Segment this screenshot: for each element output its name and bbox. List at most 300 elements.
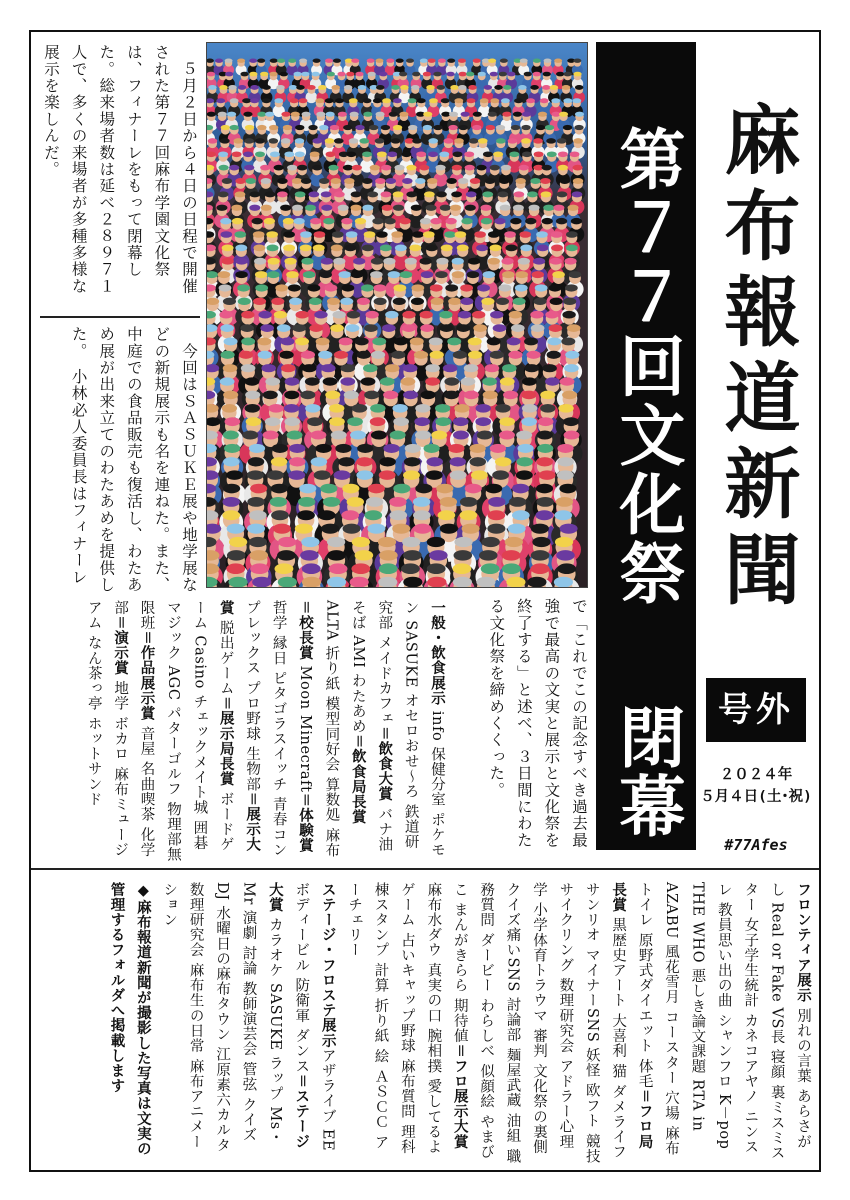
crowd-hair — [495, 457, 512, 466]
crowd-hair — [269, 125, 278, 130]
crowd-hair — [490, 444, 506, 453]
crowd-hair — [268, 138, 278, 143]
crowd-hair — [269, 72, 277, 77]
crowd-hair — [344, 391, 359, 400]
crowd-hair — [318, 510, 336, 520]
crowd-hair — [303, 271, 316, 278]
crowd-hair — [428, 58, 436, 62]
crowd-hair — [262, 85, 271, 90]
crowd-hair — [295, 125, 304, 130]
crowd-hair — [436, 258, 448, 265]
crowd-hair — [335, 444, 351, 453]
crowd-hair — [265, 417, 281, 426]
crowd-hair — [287, 165, 297, 171]
crowd-hair — [449, 112, 458, 117]
crowd-hair — [379, 563, 398, 574]
crowd-hair — [454, 138, 464, 143]
crowd-hair — [309, 324, 323, 332]
crowd-hair — [496, 125, 505, 130]
crowd-hair — [498, 284, 511, 291]
crowd-hair — [310, 218, 321, 224]
crowd-hair — [382, 324, 396, 332]
crowd-hair — [427, 178, 438, 184]
crowd-hair — [567, 324, 581, 332]
crowd-hair — [536, 125, 545, 130]
crowd-hair — [415, 404, 430, 413]
crowd-hair — [448, 444, 464, 453]
crowd-hair — [223, 391, 238, 400]
crowd-hair — [393, 284, 406, 291]
crowd-hair — [530, 85, 539, 90]
headline-box — [596, 42, 696, 850]
crowd-hair — [402, 537, 420, 547]
awards-lower-head: フロンティア展示 — [795, 882, 812, 1003]
crowd-hair — [403, 391, 418, 400]
crowd-hair — [261, 205, 272, 211]
crowd-hair — [445, 218, 456, 224]
crowd-hair — [507, 338, 521, 346]
crowd-hair — [329, 417, 345, 426]
crowd-hair — [551, 98, 560, 103]
crowd-hair — [339, 338, 353, 346]
crowd-hair — [477, 431, 493, 440]
crowd-hair — [300, 550, 319, 560]
crowd-hair — [562, 85, 571, 90]
crowd-hair — [280, 205, 291, 211]
crowd-hair — [446, 178, 457, 184]
crowd-hair — [430, 351, 444, 359]
crowd-hair — [325, 391, 340, 400]
awards-text: アザライブ EE ボディービル 防衛軍 ダンス — [293, 882, 336, 1152]
crowd-hair — [436, 191, 447, 197]
crowd-hair — [473, 112, 482, 117]
crowd-hair — [423, 125, 432, 130]
crowd-hair — [270, 151, 280, 157]
crowd-hair — [444, 138, 454, 143]
crowd-hair — [327, 550, 346, 560]
crowd-hair — [313, 244, 325, 251]
crowd-hair — [372, 338, 386, 346]
crowd-hair — [403, 364, 418, 372]
crowd-hair — [311, 457, 328, 466]
crowd-hair — [272, 444, 288, 453]
crowd-hair — [265, 377, 280, 385]
crowd-hair — [240, 324, 254, 332]
crowd-hair — [509, 151, 519, 157]
crowd-hair — [279, 351, 293, 359]
crowd-hair — [513, 205, 524, 211]
crowd-hair — [573, 178, 584, 184]
crowd-hair — [468, 338, 482, 346]
crowd-hair — [350, 431, 366, 440]
crowd-hair — [552, 271, 565, 278]
crowd-hair — [481, 298, 494, 305]
crowd-hair — [289, 85, 298, 90]
crowd-hair — [333, 258, 345, 265]
crowd-hair — [556, 72, 564, 77]
crowd-hair — [406, 58, 414, 62]
crowd-hair — [392, 404, 407, 413]
crowd-hair — [206, 58, 214, 62]
crowd-hair — [510, 218, 521, 224]
crowd-hair — [229, 577, 248, 588]
crowd-hair — [502, 563, 521, 574]
crowd-hair — [450, 470, 467, 479]
crowd-hair — [534, 151, 544, 157]
crowd-hair — [387, 151, 397, 157]
crowd-hair — [257, 125, 266, 130]
awards-text: ボードゲーム Casino チェックメイト城 囲碁 マジック AGC パターゴルフ 物理部無限班 — [138, 600, 234, 862]
crowd-hair — [499, 431, 515, 440]
crowd-hair — [249, 444, 265, 453]
crowd-hair — [249, 58, 257, 62]
crowd-hair — [550, 298, 563, 305]
crowd-hair — [254, 258, 266, 265]
crowd-hair — [402, 324, 416, 332]
crowd-hair — [460, 510, 478, 520]
crowd-hair — [321, 205, 332, 211]
crowd-hair — [537, 244, 549, 251]
crowd-hair — [452, 165, 462, 171]
crowd-hair — [516, 431, 532, 440]
crowd-hair — [267, 258, 279, 265]
crowd-hair — [382, 98, 391, 103]
crowd-hair — [260, 165, 270, 171]
crowd-hair — [500, 377, 515, 385]
crowd-hair — [458, 311, 471, 319]
crowd-hair — [456, 324, 470, 332]
crowd-hair — [531, 550, 550, 560]
crowd-hair — [277, 324, 291, 332]
crowd-hair — [327, 537, 345, 547]
crowd-hair — [393, 205, 404, 211]
issue-date-year: ２０２４年 — [719, 767, 793, 783]
crowd-hair — [452, 271, 465, 278]
awards-text: Moon Minecraft — [296, 660, 313, 793]
crowd-hair — [283, 244, 295, 251]
crowd-hair — [543, 72, 551, 77]
crowd-hair — [448, 298, 461, 305]
crowd-hair — [545, 377, 560, 385]
crowd-hair — [507, 72, 515, 77]
crowd-hair — [278, 577, 297, 588]
crowd-hair — [411, 205, 422, 211]
crowd-hair — [435, 165, 445, 171]
crowd-hair — [379, 470, 396, 479]
crowd-hair — [275, 563, 294, 574]
crowd-hair — [460, 497, 477, 507]
crowd-hair — [466, 72, 474, 77]
crowd-hair — [433, 125, 442, 130]
crowd-hair — [526, 351, 540, 359]
crowd-hair — [276, 85, 285, 90]
crowd-hair — [226, 563, 245, 574]
crowd-hair — [524, 364, 539, 372]
crowd-hair — [563, 125, 572, 130]
crowd-hair — [557, 138, 567, 143]
crowd-hair — [427, 563, 446, 574]
crowd-hair — [570, 151, 580, 157]
crowd-hair — [462, 524, 480, 534]
crowd-hair — [219, 165, 229, 171]
crowd-hair — [458, 85, 467, 90]
hashtag: #77Afes — [724, 836, 788, 854]
crowd-hair — [454, 404, 469, 413]
crowd-hair — [392, 524, 410, 534]
crowd-hair — [544, 58, 552, 62]
crowd-hair — [469, 138, 479, 143]
crowd-hair — [573, 138, 583, 143]
crowd-hair — [352, 537, 370, 547]
crowd-hair — [277, 550, 296, 560]
crowd-hair — [501, 258, 513, 265]
crowd-hair — [375, 112, 384, 117]
crowd-hair — [235, 191, 246, 197]
crowd-hair — [474, 231, 486, 238]
crowd-hair — [366, 497, 383, 507]
crowd-hair — [557, 563, 576, 574]
crowd-hair — [219, 85, 228, 90]
section-divider — [31, 868, 819, 870]
crowd-hair — [408, 125, 417, 130]
crowd-hair — [559, 178, 570, 184]
crowd-hair — [302, 112, 311, 117]
awards-text: info 保健分室 ポケモン SASUKE オセロおせ〜ろ 鉄道研究部 メイドカフェ — [376, 600, 445, 858]
crowd-hair — [535, 284, 548, 291]
crowd-hair — [516, 470, 533, 479]
crowd-hair — [563, 298, 576, 305]
crowd-hair — [222, 244, 234, 251]
crowd-hair — [508, 138, 518, 143]
crowd-hair — [499, 72, 507, 77]
crowd-hair — [369, 125, 378, 130]
crowd-hair — [490, 98, 499, 103]
award-label: ＝作品展示賞 — [138, 630, 156, 721]
crowd-hair — [524, 338, 538, 346]
crowd-hair — [551, 231, 563, 238]
crowd-hair — [428, 151, 438, 157]
crowd-hair — [340, 298, 353, 305]
crowd-hair — [563, 417, 579, 426]
crowd-hair — [521, 417, 537, 426]
crowd-hair — [270, 497, 287, 507]
crowd-hair — [351, 563, 370, 574]
crowd-hair — [509, 497, 526, 507]
crowd-hair — [530, 178, 541, 184]
crowd-hair — [357, 351, 371, 359]
crowd-hair — [416, 151, 426, 157]
crowd-hair — [324, 284, 337, 291]
crowd-hair — [362, 205, 373, 211]
crowd-hair — [284, 391, 299, 400]
crowd-hair — [472, 311, 485, 319]
crowd-hair — [405, 444, 421, 453]
crowd-hair — [426, 470, 443, 479]
crowd-hair — [557, 444, 573, 453]
crowd-hair — [465, 165, 475, 171]
award-label: ＝ステージ大賞 — [266, 882, 311, 1150]
crowd-hair — [513, 298, 526, 305]
crowd-hair — [468, 351, 482, 359]
crowd-hair — [302, 577, 321, 588]
crowd-hair — [238, 298, 251, 305]
crowd-hair — [417, 98, 426, 103]
crowd-hair — [542, 364, 557, 372]
crowd-hair — [352, 404, 367, 413]
crowd-hair — [321, 191, 332, 197]
crowd-hair — [549, 284, 562, 291]
crowd-hair — [573, 58, 581, 62]
crowd-hair — [427, 577, 446, 588]
crowd-hair — [411, 298, 424, 305]
crowd-hair — [355, 550, 374, 560]
crowd-hair — [441, 244, 453, 251]
crowd-hair — [379, 72, 387, 77]
crowd-hair — [391, 231, 403, 238]
crowd-hair — [459, 72, 467, 77]
crowd-hair — [286, 271, 299, 278]
crowd-hair — [476, 165, 486, 171]
crowd-hair — [326, 151, 336, 157]
crowd-hair — [258, 351, 272, 359]
crowd-hair — [299, 98, 308, 103]
crowd-hair — [331, 85, 340, 90]
crowd-hair — [475, 417, 491, 426]
crowd-hair — [410, 338, 424, 346]
crowd-hair — [325, 58, 333, 62]
awards-text: 地学 ボカロ 麻布ミュージアム なん茶っ亭 ホットサンド — [85, 600, 129, 858]
crowd-hair — [220, 138, 230, 143]
crowd-hair — [482, 377, 497, 385]
crowd-hair — [478, 72, 486, 77]
crowd-hair — [331, 244, 343, 251]
crowd-hair — [440, 524, 458, 534]
crowd-hair — [289, 298, 302, 305]
crowd-hair — [263, 431, 279, 440]
crowd-hair — [357, 444, 373, 453]
award-label: ＝体験賞 — [296, 792, 314, 853]
crowd-hair — [413, 497, 430, 507]
crowd-hair — [490, 244, 502, 251]
crowd-hair — [368, 484, 385, 494]
crowd-hair — [557, 457, 574, 466]
crowd-hair — [501, 98, 510, 103]
crowd-hair — [409, 244, 421, 251]
crowd-hair — [535, 510, 553, 520]
crowd-hair — [415, 178, 426, 184]
crowd-hair — [484, 85, 493, 90]
crowd-hair — [511, 125, 520, 130]
crowd-hair — [208, 85, 217, 90]
crowd-hair — [343, 524, 361, 534]
crowd-hair — [419, 165, 429, 171]
crowd-hair — [565, 284, 578, 291]
crowd-hair — [464, 151, 474, 157]
crowd-hair — [503, 391, 518, 400]
crowd-hair — [444, 391, 459, 400]
crowd-hair — [395, 244, 407, 251]
crowd-hair — [509, 311, 522, 319]
crowd-hair — [380, 244, 392, 251]
crowd-hair — [520, 58, 528, 62]
crowd-hair — [572, 165, 582, 171]
crowd-hair — [267, 244, 279, 251]
crowd-hair — [330, 125, 339, 130]
crowd-hair — [492, 470, 509, 479]
crowd-hair — [372, 218, 383, 224]
crowd-hair — [293, 218, 304, 224]
crowd-hair — [362, 151, 372, 157]
crowd-hair — [403, 577, 422, 588]
crowd-hair — [288, 58, 296, 62]
crowd-hair — [299, 484, 316, 494]
crowd-hair — [487, 338, 501, 346]
crowd-hair — [281, 112, 290, 117]
crowd-hair — [344, 85, 353, 90]
crowd-hair — [388, 271, 401, 278]
awards-text: 音屋 名曲喫茶 化学部 — [112, 600, 155, 858]
crowd-hair — [225, 72, 233, 77]
crowd-hair — [230, 98, 239, 103]
crowd-hair — [443, 364, 458, 372]
crowd-hair — [444, 231, 456, 238]
awards-upper — [38, 600, 450, 862]
crowd-hair — [527, 191, 538, 197]
crowd-hair — [549, 324, 563, 332]
crowd-hair — [225, 58, 233, 62]
crowd-hair — [450, 85, 459, 90]
crowd-hair — [235, 244, 247, 251]
crowd-hair — [503, 85, 512, 90]
crowd-hair — [370, 165, 380, 171]
crowd-hair — [225, 417, 241, 426]
crowd-hair — [300, 231, 312, 238]
crowd-hair — [376, 231, 388, 238]
crowd-hair — [412, 72, 420, 77]
crowd-hair — [243, 151, 253, 157]
crowd-hair — [569, 271, 582, 278]
crowd-hair — [218, 112, 227, 117]
crowd-hair — [406, 191, 417, 197]
crowd-hair — [452, 258, 464, 265]
award-label: ＝フロ展示大賞 — [451, 1043, 469, 1150]
crowd-hair — [488, 112, 497, 117]
crowd-hair — [478, 138, 488, 143]
crowd-hair — [438, 58, 446, 62]
crowd-hair — [554, 577, 573, 588]
crowd-hair — [542, 85, 551, 90]
crowd-hair — [420, 218, 431, 224]
crowd-hair — [399, 218, 410, 224]
crowd-hair — [312, 165, 322, 171]
crowd-hair — [275, 284, 288, 291]
crowd-hair — [314, 231, 326, 238]
crowd-hair — [245, 178, 256, 184]
crowd-hair — [551, 244, 563, 251]
crowd-hair — [533, 258, 545, 265]
crowd-hair — [383, 391, 398, 400]
crowd-hair — [298, 497, 315, 507]
crowd-hair — [421, 271, 434, 278]
article-para3a-text: 小林必人委員長はフィナーレ — [69, 351, 88, 586]
crowd-hair — [367, 58, 375, 62]
crowd-hair — [229, 537, 247, 547]
article-para1: ５月２日から４日の日程で開催された第７７回麻布学園文化祭は、フィナーレをもって閉幕した。総来場者数は延べ２８９７１人で、多くの来場者が多種多様な展示を楽しんだ。 — [42, 44, 198, 295]
crowd-hair — [488, 497, 505, 507]
crowd-hair — [483, 151, 493, 157]
crowd-hair — [307, 284, 320, 291]
crowd-hair — [542, 165, 552, 171]
